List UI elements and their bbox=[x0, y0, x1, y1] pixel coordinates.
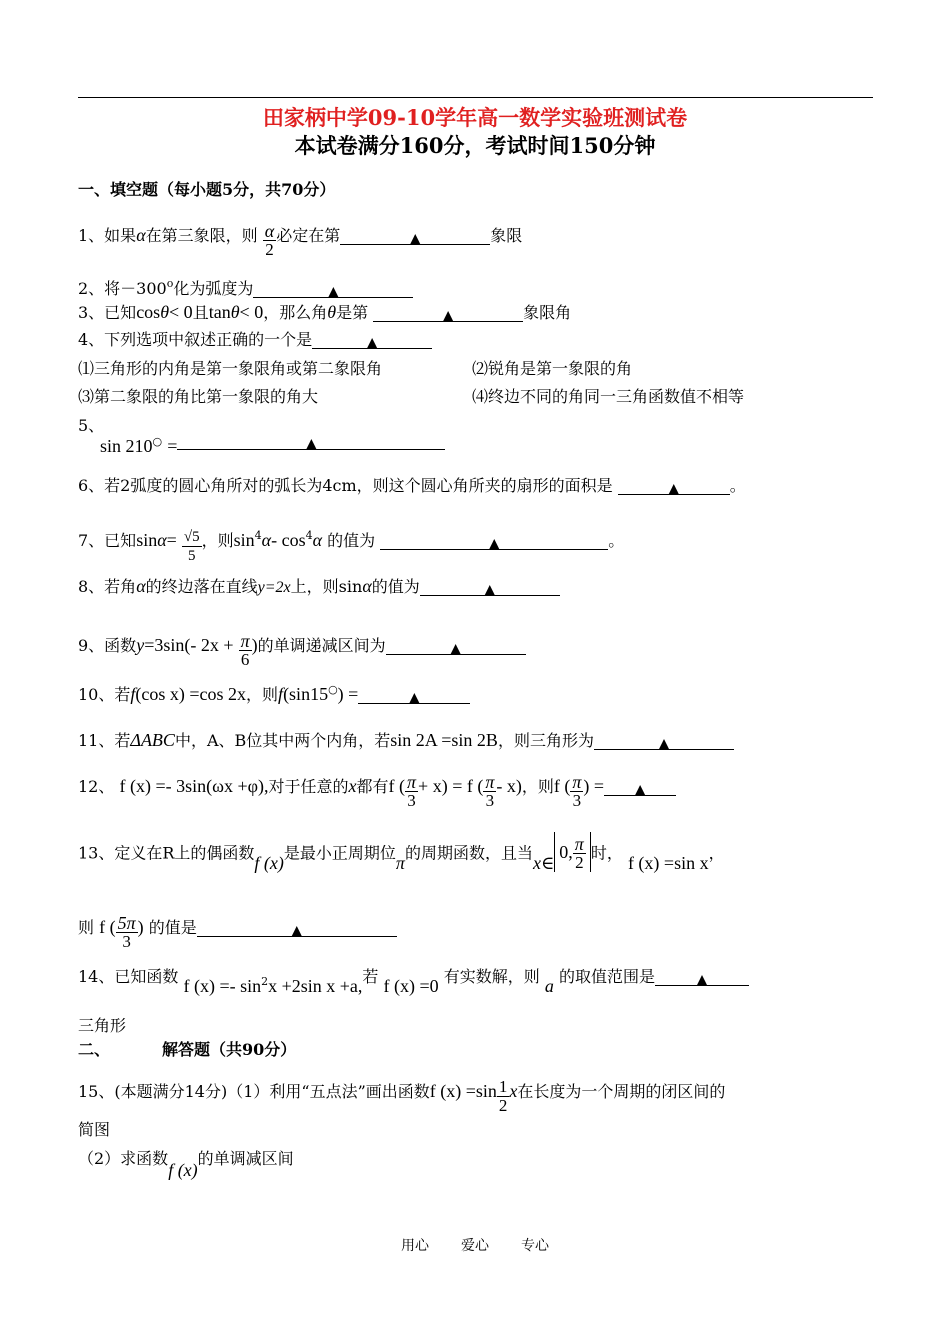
fraction-pi-3-a: $\frac{\pi}{3}$ bbox=[407, 772, 417, 810]
question-5-label: 5、 bbox=[78, 416, 105, 435]
question-8: 8、若角α的终边落在直线y=2x上，则sinα的值为 ▲ bbox=[78, 576, 560, 598]
answer-blank-1[interactable]: ▲ bbox=[340, 228, 490, 245]
stray-text: 三角形 bbox=[78, 1016, 127, 1035]
answer-blank-3[interactable]: ▲ bbox=[373, 305, 523, 322]
answer-blank-14[interactable]: ▲ bbox=[655, 969, 749, 986]
interval-bracket: 0, $\frac{\pi}{2}$ bbox=[554, 832, 591, 872]
option-3: ⑶第二象限的角比第一象限的角大 bbox=[78, 387, 319, 406]
question-1: 1、如果α在第三象限，则 $\frac{\alpha}{2}$ 必定在第 ▲ 象限 bbox=[78, 221, 523, 259]
answer-blank-4[interactable]: ▲ bbox=[312, 332, 432, 349]
section-1-heading: 一、填空题（每小题5分，共70分） bbox=[78, 180, 336, 199]
answer-blank-9[interactable]: ▲ bbox=[386, 638, 526, 655]
question-12: 12、 f (x) =- 3sin(ωx +φ),对于任意的x都有f ( $\frac{\pi}{3}$ + x) = f ( $\frac{\pi}{3}$ - x)，则f ( $\frac{\pi}{3}$ ) = ▲ bbox=[78, 773, 676, 810]
exam-subtitle: 本试卷满分160分，考试时间150分钟 bbox=[294, 133, 656, 158]
question-9: 9、函数y=3sin(- 2x + $\frac{\pi}{6}$ )的单调递减区间为 ▲ bbox=[78, 632, 526, 669]
question-2: 2、将$-300^o$化为弧度为 ▲ bbox=[78, 274, 413, 299]
header-rule bbox=[78, 97, 873, 98]
question-13: 13、定义在R上的偶函数f (x)是最小正周期位π的周期函数，且当x∈0, $\frac{\pi}{2}$ 时， f (x) =sin x， bbox=[78, 834, 725, 873]
option-2: ⑵锐角是第一象限的角 bbox=[472, 359, 633, 378]
fraction-pi-3-c: $\frac{\pi}{3}$ bbox=[572, 772, 582, 810]
question-10: 10、若f(cos x) =cos 2x，则f(sin15○) = ▲ bbox=[78, 680, 470, 705]
fraction-pi-2: $\frac{\pi}{2}$ bbox=[574, 834, 584, 872]
question-5: sin 210○ = ▲ bbox=[100, 432, 445, 457]
answer-blank-10[interactable]: ▲ bbox=[358, 687, 470, 704]
answer-blank-13[interactable]: ▲ bbox=[197, 920, 397, 937]
fraction-sqrt5-5: $\frac{√5}{5}$ bbox=[183, 529, 200, 564]
question-4: 4、下列选项中叙述正确的一个是 ▲ bbox=[78, 330, 432, 350]
section-2-heading: 二、 解答题（共90分） bbox=[78, 1040, 297, 1059]
answer-blank-7[interactable]: ▲ bbox=[380, 533, 608, 550]
fraction-pi-3-b: $\frac{\pi}{3}$ bbox=[485, 772, 495, 810]
question-7: 7、已知sinα= $\frac{√5}{5}$ ，则$\sin^4\alpha-$ $\cos^4\alpha$ 的值为 ▲ 。 bbox=[78, 529, 625, 564]
answer-blank-8[interactable]: ▲ bbox=[420, 579, 560, 596]
option-4: ⑷终边不同的角同一三角函数值不相等 bbox=[472, 387, 745, 406]
answer-blank-12[interactable]: ▲ bbox=[604, 779, 676, 796]
question-3: 3、已知cosθ< 0且tanθ< 0，那么角θ是第 ▲ 象限角 bbox=[78, 302, 572, 324]
fraction-5pi-3: $\frac{5\pi}{3}$ bbox=[117, 913, 136, 951]
exam-title: 田家柄中学09-10学年高一数学实验班测试卷 bbox=[262, 105, 688, 130]
question-15: 15、(本题满分14分)（1）利用“五点法”画出函数f (x) =sin $\frac{1}{2}$ x在长度为一个周期的闭区间的 bbox=[78, 1077, 726, 1115]
option-1: ⑴三角形的内角是第一象限角或第二象限角 bbox=[78, 359, 383, 378]
question-11: 11、若ΔABC中，A、B位其中两个内角，若sin 2A =sin 2B，则三角形为 ▲ bbox=[78, 730, 734, 751]
question-14: 14、已知函数 f $(x) =- \sin^2x +2\sin$ x +a,若 f (x) =0 有实数解，则 a 的取值范围是 ▲ bbox=[78, 962, 749, 987]
question-15-part-2: （2）求函数f (x)的单调减区间 bbox=[78, 1149, 294, 1180]
fraction-1-2: $\frac{1}{2}$ bbox=[498, 1077, 508, 1115]
answer-blank-2[interactable]: ▲ bbox=[253, 281, 413, 298]
question-6: 6、若2弧度的圆心角所对的弧长为4cm，则这个圆心角所夹的扇形的面积是 ▲ 。 bbox=[78, 476, 746, 497]
answer-blank-11[interactable]: ▲ bbox=[594, 733, 734, 750]
question-15-continued: 简图 bbox=[78, 1120, 111, 1139]
page-footer: 用心 爱心 专心 bbox=[401, 1238, 549, 1254]
answer-blank-6[interactable]: ▲ bbox=[618, 478, 730, 495]
answer-blank-5[interactable]: ▲ bbox=[177, 433, 445, 450]
question-13-continued: 则 f ( $\frac{5\pi}{3}$ ) 的值是 ▲ bbox=[78, 914, 397, 951]
fraction-alpha-2: $\frac{\alpha}{2}$ bbox=[264, 221, 275, 259]
fraction-pi-6: $\frac{\pi}{6}$ bbox=[240, 631, 250, 669]
